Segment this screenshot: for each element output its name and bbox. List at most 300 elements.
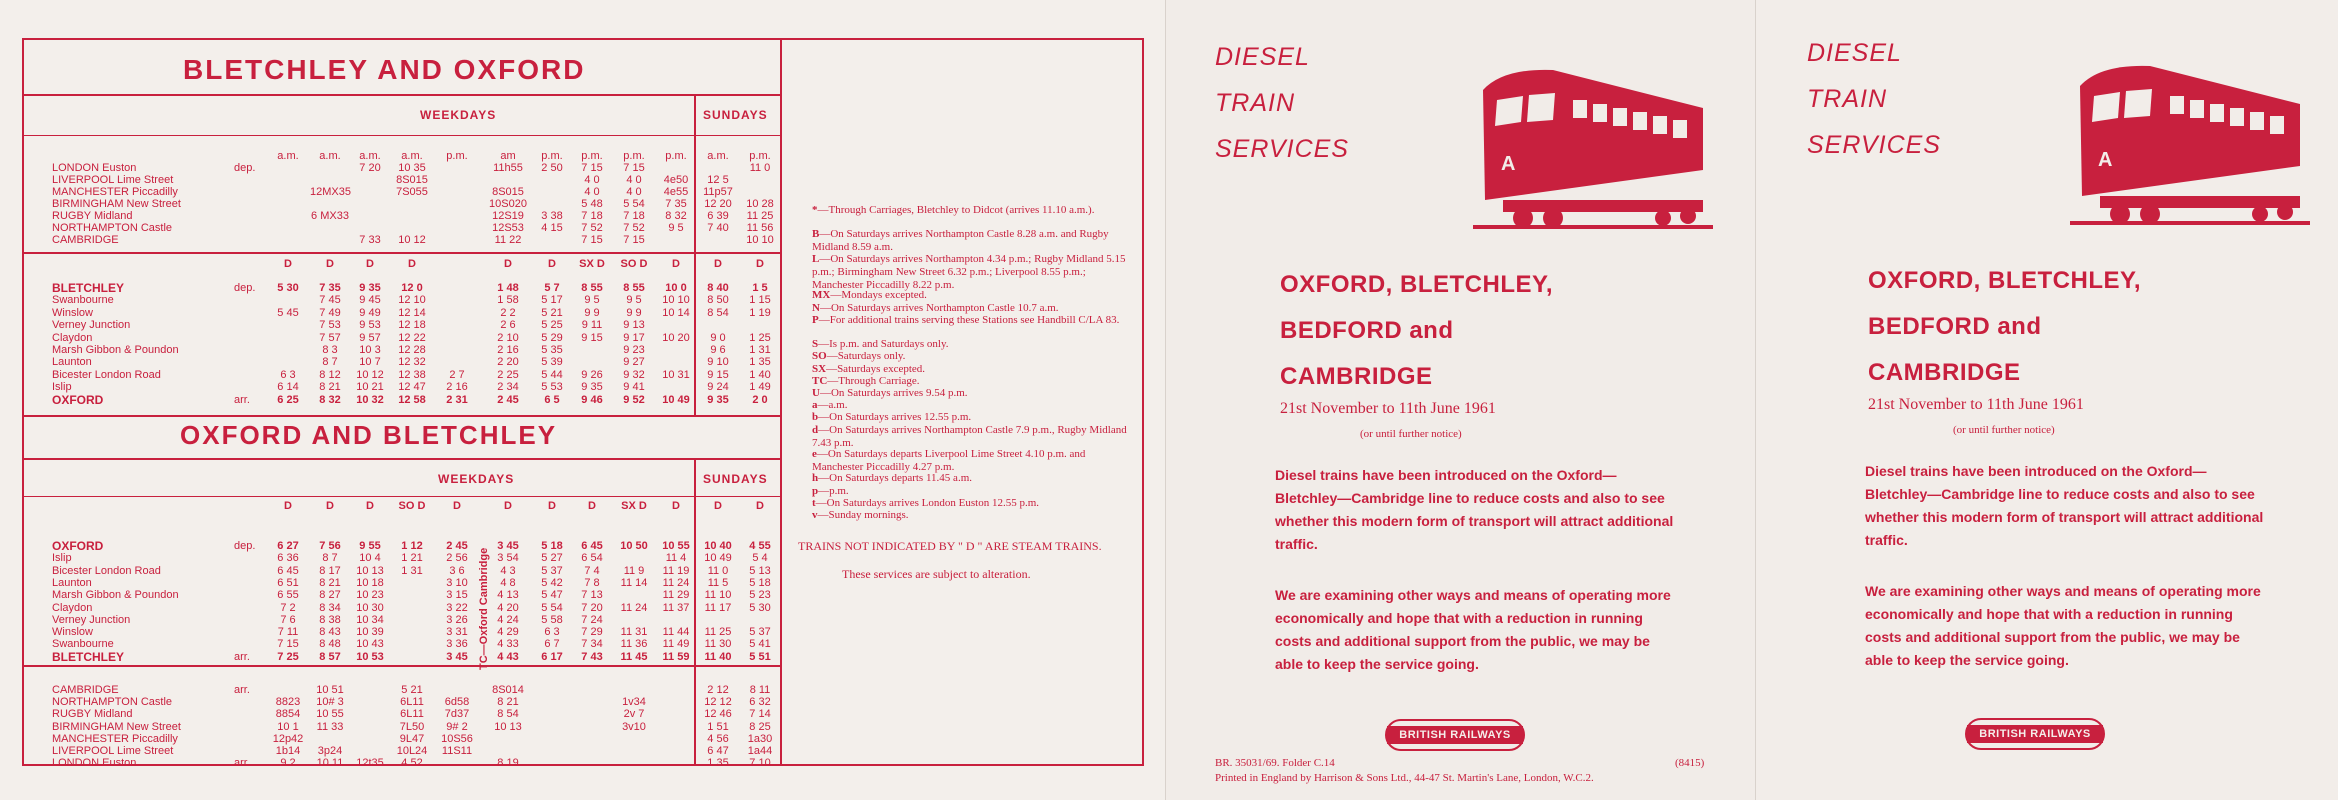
note-text: —p.m. [818, 484, 849, 497]
time-cell: 7 18 [581, 210, 603, 222]
station-name: NORTHAMPTON Castle [52, 696, 173, 709]
time-cell: 1 48 [497, 282, 519, 294]
note-text: —Mondays excepted. [830, 289, 927, 302]
time-cell: 5 13 [749, 564, 771, 577]
note-key: d [812, 423, 819, 436]
time-cell: 11S11 [441, 745, 473, 757]
time-cell: 9 15 [581, 331, 603, 344]
note-text: —On Saturdays arrives Northampton Castle 10.7 a.m. [819, 301, 1059, 314]
train-code: D [714, 500, 722, 512]
time-cell: 2 45 [446, 540, 468, 552]
time-cell: 5 25 [541, 319, 563, 332]
logo-text: BRITISH RAILWAYS [1967, 725, 2103, 743]
time-cell: 11 36 [620, 638, 648, 651]
time-cell: 6 3 [280, 368, 296, 381]
time-cell: 10 23 [356, 589, 384, 602]
note-item [812, 485, 1132, 498]
title-line: BEDFORD and [1280, 317, 1454, 344]
time-cell: 8 21 [497, 696, 519, 709]
time-cell: 11p57 [703, 186, 733, 198]
time-cell: 7 35 [319, 282, 341, 294]
time-cell: 5 48 [581, 198, 603, 210]
time-cell: 7 2 [280, 601, 296, 614]
station-name: LIVERPOOL Lime Street [52, 174, 174, 186]
note-item [812, 302, 1132, 315]
british-railways-logo [1965, 718, 2105, 750]
time-cell: 2 12 [707, 684, 729, 696]
note-key: U [812, 387, 820, 399]
time-cell: 10 51 [316, 684, 344, 696]
note-key: N [812, 301, 820, 314]
time-cell: 9 53 [359, 319, 381, 332]
time-cell: 1 25 [749, 331, 771, 344]
time-cell: 5 45 [277, 306, 299, 319]
time-cell: 10 49 [662, 393, 690, 406]
time-cell: 7 53 [319, 319, 341, 332]
time-cell: 10S020 [489, 198, 527, 210]
folder-ref: BR. 35031/69. Folder C.14 [1215, 757, 1335, 769]
time-cell: 6 55 [277, 589, 299, 602]
time-cell: 6 47 [707, 745, 729, 757]
time-cell: 9 5 [584, 294, 600, 307]
note-key: p [812, 484, 819, 497]
time-cell: 11 24 [620, 601, 648, 614]
note-item [812, 289, 1132, 302]
time-cell: 10 28 [746, 198, 774, 210]
time-cell: 8854 [275, 708, 301, 721]
time-cell: 12 22 [398, 331, 426, 344]
time-cell: 8 55 [623, 282, 645, 294]
arr-label: arr. [234, 650, 250, 663]
time-cell: 6 MX33 [311, 210, 349, 222]
title-line: CAMBRIDGE [1280, 363, 1433, 390]
note-text: —For additional trains serving these Stations see Handbill C/LA 83. [818, 313, 1120, 326]
note-key: a [812, 399, 818, 412]
time-cell: 1 31 [749, 344, 771, 356]
ampm-label: a.m. [707, 150, 729, 162]
time-cell: 8 7 [322, 356, 338, 369]
time-cell: 8 55 [581, 282, 603, 294]
time-cell: 12 47 [398, 381, 426, 394]
time-cell: 2 50 [541, 162, 563, 174]
time-cell: 10S56 [441, 732, 473, 745]
note-item [812, 350, 1132, 363]
time-cell: 12S19 [492, 210, 524, 222]
cover-paragraph-2: We are examining other ways and means of operating more economically and hope that with a reduction in running costs and additional support from the public, we may be able to keep the service going. [1275, 587, 1671, 672]
note-key: b [812, 411, 819, 424]
time-cell: 12 18 [398, 319, 426, 332]
time-cell: 8 48 [319, 638, 341, 651]
note-text: —Sunday mornings. [817, 509, 909, 521]
train-code: SO D [398, 500, 426, 512]
train-code: D [326, 500, 334, 512]
time-cell: 6L11 [400, 696, 424, 709]
note-text: —On Saturdays arrives 9.54 p.m. [819, 387, 968, 399]
time-cell: 8 54 [497, 708, 519, 721]
train-code: D [756, 500, 764, 512]
station-name: LONDON Euston [52, 757, 137, 770]
time-cell: 1 35 [707, 757, 729, 770]
time-cell: 10 12 [356, 368, 384, 381]
time-cell: 10 12 [398, 234, 426, 246]
time-cell: 9 0 [710, 331, 726, 344]
time-cell: 4 0 [626, 186, 642, 198]
time-cell: 11 9 [623, 564, 645, 577]
time-cell: 10 34 [356, 613, 384, 626]
note-key: MX [812, 289, 831, 302]
svg-text:A: A [2098, 149, 2113, 171]
time-cell: 10 11 [316, 757, 344, 770]
time-cell: 12 46 [704, 708, 732, 721]
time-cell: 5 29 [541, 331, 563, 344]
time-cell: 12p42 [272, 732, 304, 745]
time-cell: 6 39 [707, 210, 729, 222]
time-cell: 6 45 [581, 540, 603, 552]
train-code: D [453, 500, 461, 512]
diesel-line: DIESEL [1807, 39, 1902, 67]
time-cell: 4 0 [584, 186, 600, 198]
outbound-title: BLETCHLEY AND OXFORD [183, 54, 586, 85]
time-cell: 10 21 [356, 381, 384, 394]
fold-line [1755, 0, 1756, 800]
time-cell: 7 25 [277, 650, 299, 663]
time-cell: 8 11 [749, 684, 771, 696]
time-cell: 6d58 [444, 696, 470, 709]
time-cell: 7 52 [581, 222, 603, 234]
note-key: SX [812, 362, 827, 375]
time-cell: 1 19 [749, 306, 771, 319]
cover-title [1868, 258, 2141, 396]
time-cell: 7 15 [623, 162, 645, 174]
time-cell: 2 2 [500, 306, 516, 319]
time-cell: 10 10 [662, 294, 690, 307]
time-cell: 12 10 [398, 294, 426, 307]
time-cell: 7S055 [396, 186, 428, 198]
time-cell: 8 34 [319, 601, 341, 614]
services-line: SERVICES [1807, 131, 1941, 159]
time-cell: 7 35 [665, 198, 687, 210]
cover-paragraph-2: We are examining other ways and means of operating more economically and hope that with a reduction in running costs and additional support from the public, we may be able to keep the service going. [1865, 583, 2261, 668]
time-cell: 4 43 [497, 650, 519, 663]
time-cell: 8 21 [319, 576, 341, 589]
time-cell: 4 0 [584, 174, 600, 186]
time-cell: 1 21 [401, 552, 423, 565]
time-cell: 10 7 [359, 356, 381, 369]
time-cell: 4 13 [497, 589, 519, 602]
time-cell: 5 41 [749, 638, 771, 651]
time-cell: 11 14 [620, 576, 648, 589]
time-cell: 12 0 [401, 282, 423, 294]
title-line: OXFORD, BLETCHLEY, [1280, 271, 1554, 298]
time-cell: 6 25 [277, 393, 299, 406]
time-cell: 4 3 [500, 564, 516, 577]
time-cell: 5 35 [541, 344, 563, 356]
time-cell: 5 18 [541, 540, 563, 552]
note-item [812, 375, 1132, 388]
time-cell: 5 53 [541, 381, 563, 394]
time-cell: 12MX35 [310, 186, 351, 198]
station-name: OXFORD [52, 392, 104, 407]
time-cell: 5 54 [541, 601, 563, 614]
station-name: BIRMINGHAM New Street [52, 198, 181, 210]
station-name: RUGBY Midland [52, 210, 133, 222]
note-key: * [812, 204, 818, 216]
time-cell: 4 52 [401, 757, 423, 770]
time-cell: 8 17 [319, 564, 341, 577]
time-cell: 5 27 [541, 552, 563, 565]
logo-text: BRITISH RAILWAYS [1387, 726, 1523, 744]
note-item [812, 253, 1132, 292]
time-cell: 2 0 [752, 393, 768, 406]
dep-label: dep. [234, 162, 256, 174]
weekdays-label-2: WEEKDAYS [438, 472, 515, 486]
time-cell: 11 30 [704, 638, 732, 651]
station-name: BLETCHLEY [52, 649, 124, 664]
ampm-label: p.m. [581, 150, 603, 162]
ampm-label: am [500, 150, 516, 162]
note-key: t [812, 496, 816, 509]
time-cell: 7 20 [581, 601, 603, 614]
rule [22, 496, 780, 497]
time-cell: 2 25 [497, 368, 519, 381]
time-cell: 5 23 [749, 589, 771, 602]
station-name: MANCHESTER Piccadilly [52, 186, 178, 198]
time-cell: 10 32 [356, 393, 384, 406]
note-text: —On Saturdays departs 11.45 a.m. [818, 472, 972, 485]
time-cell: 2 16 [497, 344, 519, 356]
time-cell: 7 20 [359, 162, 381, 174]
time-cell: 4 56 [707, 732, 729, 745]
time-cell: 5 58 [541, 613, 563, 626]
time-cell: 9 35 [581, 381, 603, 394]
time-cell: 8 54 [707, 306, 729, 319]
station-name: CAMBRIDGE [52, 684, 119, 696]
time-cell: 2 56 [446, 552, 468, 565]
time-cell: 8 7 [322, 552, 338, 565]
time-cell: 10 3 [359, 344, 381, 356]
time-cell: 7 43 [581, 650, 603, 663]
time-cell: 1 12 [401, 540, 423, 552]
note-key: h [812, 472, 819, 485]
note-item [812, 448, 1132, 474]
time-cell: 2 45 [497, 393, 519, 406]
time-cell: 9 24 [707, 381, 729, 394]
time-cell: 12 5 [707, 174, 729, 186]
time-cell: 5 21 [401, 684, 423, 696]
time-cell: 9 26 [581, 368, 603, 381]
time-cell: 11 29 [662, 589, 690, 602]
time-cell: 6 7 [544, 638, 560, 651]
time-cell: 1 51 [707, 720, 729, 733]
rule [22, 665, 780, 667]
print-code: (8415) [1675, 757, 1705, 769]
station-name: LIVERPOOL Lime Street [52, 745, 174, 757]
timetable-panel [0, 0, 1165, 800]
time-cell: 10# 3 [316, 696, 344, 709]
time-cell: 7 4 [584, 564, 600, 577]
time-cell: 7 6 [280, 613, 296, 626]
diesel-train-illustration [2060, 46, 2310, 236]
note-text: —Saturdays only. [826, 350, 906, 363]
time-cell: 10 14 [662, 306, 690, 319]
time-cell: 3 36 [446, 638, 468, 651]
time-cell: 11 10 [704, 589, 732, 602]
time-cell: 7 33 [359, 234, 381, 246]
time-cell: 10 18 [356, 576, 384, 589]
time-cell: 3 45 [497, 540, 519, 552]
time-cell: 7 40 [707, 222, 729, 234]
note-key: S [812, 338, 819, 351]
time-cell: 11 0 [749, 162, 771, 174]
time-cell: 11 33 [316, 720, 344, 733]
cover-panel-2 [1755, 0, 2338, 800]
time-cell: 4 0 [626, 174, 642, 186]
time-cell: 12t35 [356, 757, 384, 770]
time-cell: 8 12 [319, 368, 341, 381]
time-cell: 8 32 [319, 393, 341, 406]
time-cell: 11 49 [662, 638, 690, 651]
station-name: Verney Junction [52, 613, 131, 626]
services-line: SERVICES [1215, 135, 1349, 163]
train-code: D [326, 258, 334, 270]
time-cell: 12 20 [704, 198, 732, 210]
note-item [812, 338, 1132, 351]
note-key: P [812, 313, 819, 326]
time-cell: 11 25 [704, 626, 732, 639]
title-line: OXFORD, BLETCHLEY, [1868, 267, 2142, 294]
time-cell: 1 49 [749, 381, 771, 394]
steam-note: TRAINS NOT INDICATED BY " D " ARE STEAM TRAINS. [798, 539, 1102, 553]
time-cell: 11 37 [662, 601, 690, 614]
time-cell: 5 7 [544, 282, 560, 294]
time-cell: 8S014 [492, 684, 524, 696]
time-cell: 9 23 [623, 344, 645, 356]
station-name: BIRMINGHAM New Street [52, 720, 181, 733]
time-cell: 11 31 [620, 626, 648, 639]
time-cell: 3v10 [622, 720, 646, 733]
train-code: D [548, 258, 556, 270]
time-cell: 7 10 [749, 757, 771, 770]
vertical-note: TC—Oxford Cambridge [478, 547, 490, 670]
cover-date: 21st November to 11th June 1961 [1868, 396, 2084, 413]
ampm-label: a.m. [401, 150, 423, 162]
sundays-label-2: SUNDAYS [703, 472, 768, 486]
ampm-label: p.m. [749, 150, 771, 162]
station-name: RUGBY Midland [52, 708, 133, 721]
time-cell: 8S015 [396, 174, 428, 186]
station-name: Marsh Gibbon & Poundon [52, 344, 179, 356]
time-cell: 9 15 [707, 368, 729, 381]
time-cell: 9 49 [359, 306, 381, 319]
cover-title [1280, 262, 1553, 400]
time-cell: 6 17 [541, 650, 563, 663]
time-cell: 10 10 [746, 234, 774, 246]
time-cell: 7 29 [581, 626, 603, 639]
train-code: D [714, 258, 722, 270]
time-cell: 8 3 [322, 344, 338, 356]
time-cell: 2 34 [497, 381, 519, 394]
time-cell: 7 24 [581, 613, 603, 626]
diesel-train-illustration [1463, 50, 1713, 240]
weekdays-label: WEEKDAYS [420, 108, 497, 122]
time-cell: 10 1 [277, 720, 299, 733]
note-item [812, 472, 1132, 485]
time-cell: 6 36 [277, 552, 299, 565]
note-text: —On Saturdays arrives Northampton Castle 7.9 p.m., Rugby Midland 7.43 p.m. [812, 423, 1127, 449]
time-cell: 10 40 [704, 540, 732, 552]
time-cell: 5 42 [541, 576, 563, 589]
time-cell: 9L47 [399, 732, 425, 745]
time-cell: 9 57 [359, 331, 381, 344]
time-cell: 7 34 [581, 638, 603, 651]
time-cell: 8823 [275, 696, 301, 709]
time-cell: 6 51 [277, 576, 299, 589]
time-cell: 8 27 [319, 589, 341, 602]
cover-paragraph-1: Diesel trains have been introduced on the Oxford—Bletchley—Cambridge line to reduce costs and also to see whether this modern form of transport will attract additional traffic. [1275, 467, 1674, 552]
train-code: D [504, 258, 512, 270]
time-cell: 11 59 [662, 650, 690, 663]
title-line: CAMBRIDGE [1868, 359, 2021, 386]
notes-divider [780, 38, 782, 766]
train-code: SO D [620, 258, 648, 270]
time-cell: 9 46 [581, 393, 603, 406]
time-cell: 1 15 [749, 294, 771, 307]
time-cell: 4e50 [663, 174, 689, 186]
time-cell: 9 35 [707, 393, 729, 406]
time-cell: 11h55 [493, 162, 523, 174]
time-cell: 5 44 [541, 368, 563, 381]
train-code: D [672, 500, 680, 512]
rule [22, 94, 780, 96]
title-line: BEDFORD and [1868, 313, 2042, 340]
time-cell: 3p24 [317, 745, 343, 757]
time-cell: 9 52 [623, 393, 645, 406]
time-cell: 9 17 [623, 331, 645, 344]
station-name: Launton [52, 356, 92, 369]
note-text: —On Saturdays arrives Northampton 4.34 p.m.; Rugby Midland 5.15 p.m.; Birmingham New Street 6.32 p.m.; Liverpool 8.55 p.m.; Manchester Piccadilly 8.22 p.m. [812, 252, 1126, 291]
time-cell: 3 6 [449, 564, 465, 577]
train-code: D [548, 500, 556, 512]
cover-subtitle: (or until further notice) [1953, 424, 2055, 436]
note-key: B [812, 228, 820, 241]
station-name: Marsh Gibbon & Poundon [52, 589, 179, 602]
note-text: —On Saturdays arrives 12.55 p.m. [818, 411, 972, 424]
time-cell: 9 32 [623, 368, 645, 381]
time-cell: 4 29 [497, 626, 519, 639]
time-cell: 12 58 [398, 393, 426, 406]
time-cell: 7L50 [399, 720, 425, 733]
time-cell: 9 6 [710, 344, 726, 356]
cover-panel-1 [1165, 0, 1755, 800]
time-cell: 5 30 [277, 282, 299, 294]
train-line: TRAIN [1807, 85, 1887, 113]
ampm-label: p.m. [623, 150, 645, 162]
note-item [812, 363, 1132, 376]
time-cell: 9 55 [359, 540, 381, 552]
time-cell: 4 8 [500, 576, 516, 589]
time-cell: 11 5 [707, 576, 729, 589]
train-code: D [284, 258, 292, 270]
station-name: Bicester London Road [52, 564, 161, 577]
time-cell: 8 50 [707, 294, 729, 307]
station-name: MANCHESTER Piccadilly [52, 732, 178, 745]
time-cell: 10 30 [356, 601, 384, 614]
station-name: Swanbourne [52, 638, 114, 651]
train-code: D [366, 500, 374, 512]
station-name: Winslow [52, 306, 93, 319]
time-cell: 10 55 [662, 540, 690, 552]
time-cell: 9 9 [584, 306, 600, 319]
